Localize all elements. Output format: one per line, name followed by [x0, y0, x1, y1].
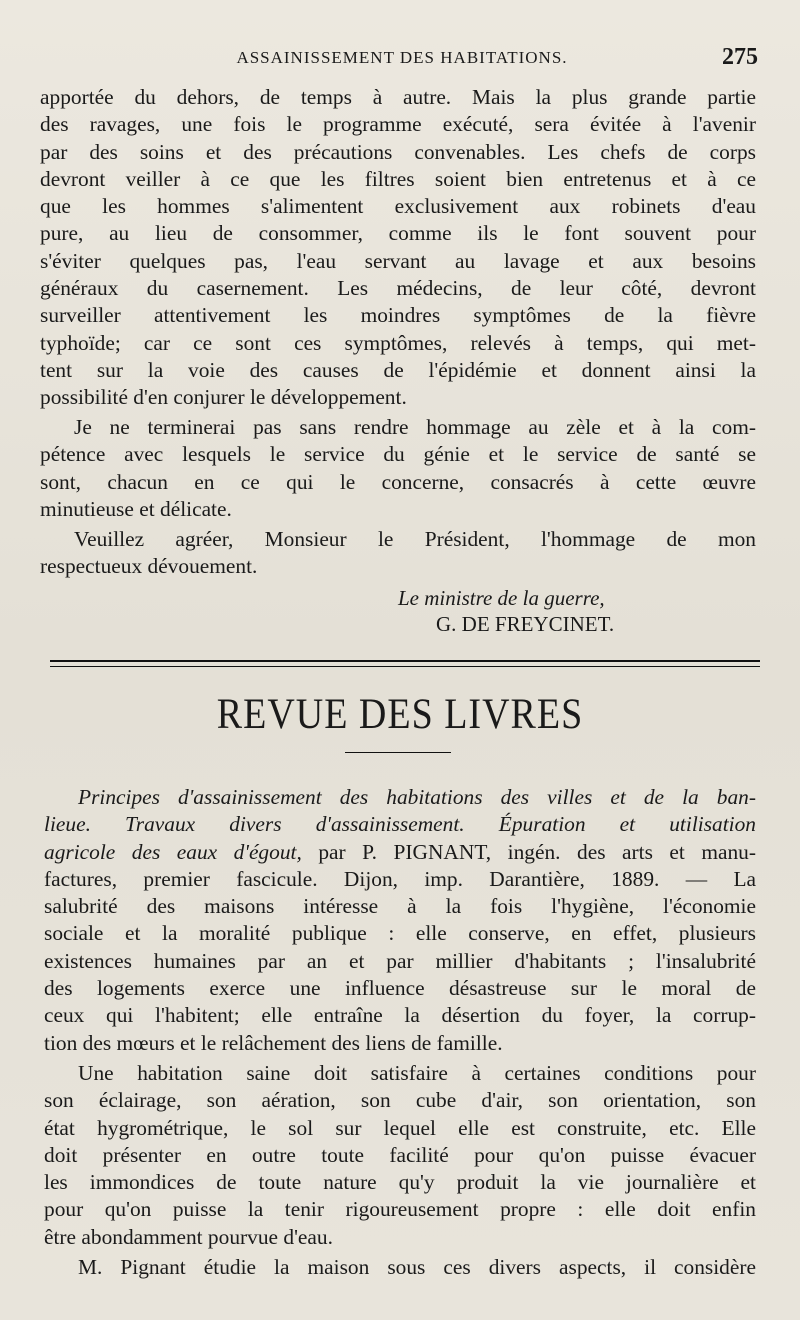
review-paragraph-3: [44, 1254, 756, 1281]
text-line: généraux du casernement. Les médecins, de leur côté, devront: [40, 276, 756, 301]
text-line: sont, chacun en ce qui le concerne, consacrés à cette œuvre: [40, 469, 756, 494]
signature-title: [398, 586, 605, 611]
letter-paragraph-1: [40, 84, 756, 412]
section-divider-thin: [50, 666, 760, 667]
text-line: doit présenter en outre toute facilité pour qu'on puisse évacuer: [44, 1142, 756, 1167]
running-header: [40, 44, 764, 74]
signature-surname: FREYCINET.: [494, 612, 615, 636]
text-line: minutieuse et délicate.: [40, 496, 232, 521]
review-title-text: agricole des eaux d'égout,: [44, 839, 302, 864]
page-number: 275: [722, 44, 758, 70]
signature-name: [436, 612, 614, 637]
signature-particle: DE: [461, 612, 490, 636]
text-line: devront veiller à ce que les filtres soient bien entretenus et à ce: [40, 166, 756, 191]
text-line: existences humaines par an et par millier d'habitants ; l'insalubrité: [44, 948, 756, 973]
text-line: Une habitation saine doit satisfaire à certaines conditions pour: [78, 1061, 756, 1085]
section-divider-thick: [50, 660, 760, 662]
text-line: être abondamment pourvue d'eau.: [44, 1224, 333, 1249]
letter-paragraph-2: [40, 414, 756, 523]
signature-title-text: Le ministre de la guerre,: [398, 586, 605, 610]
review-author-line: [44, 839, 756, 866]
title-underline: [345, 752, 451, 753]
text-line: factures, premier fascicule. Dijon, imp. Darantière, 1889. — La: [44, 866, 756, 891]
review-title-text: Principes d'assainissement des habitations des villes et de la ban-: [78, 785, 756, 809]
text-line: tent sur la voie des causes de l'épidémie et donnent ainsi la: [40, 357, 756, 382]
text-line: des logements exerce une influence désastreuse sur le moral de: [44, 976, 756, 1001]
review-title-line: [44, 811, 756, 838]
review-title-text: lieue. Travaux divers d'assainissement. Épuration et utilisation: [44, 812, 756, 837]
text-line: typhoïde; car ce sont ces symptômes, relevés à temps, qui met-: [40, 330, 756, 355]
review-paragraph-1: [44, 784, 756, 1057]
text-line: pure, au lieu de consommer, comme ils le font souvent pour: [40, 221, 756, 246]
signature-initial: G.: [436, 612, 457, 636]
text-line: état hygrométrique, le sol sur lequel elle est construite, etc. Elle: [44, 1115, 756, 1140]
section-title: REVUE DES LIVRES: [216, 689, 584, 739]
review-author: par P. PIGNANT, ingén. des arts et manu-: [318, 839, 756, 864]
text-line: les immondices de toute nature qu'y produit la vie journalière et: [44, 1170, 756, 1195]
text-line: tion des mœurs et le relâchement des liens de famille.: [44, 1030, 503, 1055]
text-line: par des soins et des précautions convenables. Les chefs de corps: [40, 139, 756, 164]
text-line: possibilité d'en conjurer le développement.: [40, 385, 407, 410]
text-line: respectueux dévouement.: [40, 554, 258, 579]
review-paragraph-2: [44, 1060, 756, 1251]
letter-paragraph-3: [40, 526, 756, 581]
text-line: ceux qui l'habitent; elle entraîne la désertion du foyer, la corrup-: [44, 1003, 756, 1028]
text-line: salubrité des maisons intéresse à la fois l'hygiène, l'économie: [44, 894, 756, 919]
text-line: Je ne terminerai pas sans rendre hommage au zèle et à la com-: [74, 415, 756, 439]
text-line: M. Pignant étudie la maison sous ces divers aspects, il considère: [78, 1255, 756, 1279]
text-line: pour qu'on puisse la tenir rigoureusement propre : elle doit enfin: [44, 1197, 756, 1222]
review-title-line: [44, 784, 756, 811]
text-line: son éclairage, son aération, son cube d'air, son orientation, son: [44, 1088, 756, 1113]
running-title: ASSAINISSEMENT DES HABITATIONS.: [236, 48, 568, 67]
text-line: que les hommes s'alimentent exclusivement aux robinets d'eau: [40, 194, 756, 219]
text-line: Veuillez agréer, Monsieur le Président, l'hommage de mon: [74, 527, 756, 551]
text-line: pétence avec lesquels le service du génie et le service de santé se: [40, 442, 756, 467]
text-line: surveiller attentivement les moindres symptômes de la fièvre: [40, 303, 756, 328]
text-line: des ravages, une fois le programme exécuté, sera évitée à l'avenir: [40, 112, 756, 137]
text-line: apportée du dehors, de temps à autre. Mais la plus grande partie: [40, 85, 756, 109]
text-line: sociale et la moralité publique : elle conserve, en effet, plusieurs: [44, 921, 756, 946]
text-line: s'éviter quelques pas, l'eau servant au lavage et aux besoins: [40, 248, 756, 273]
